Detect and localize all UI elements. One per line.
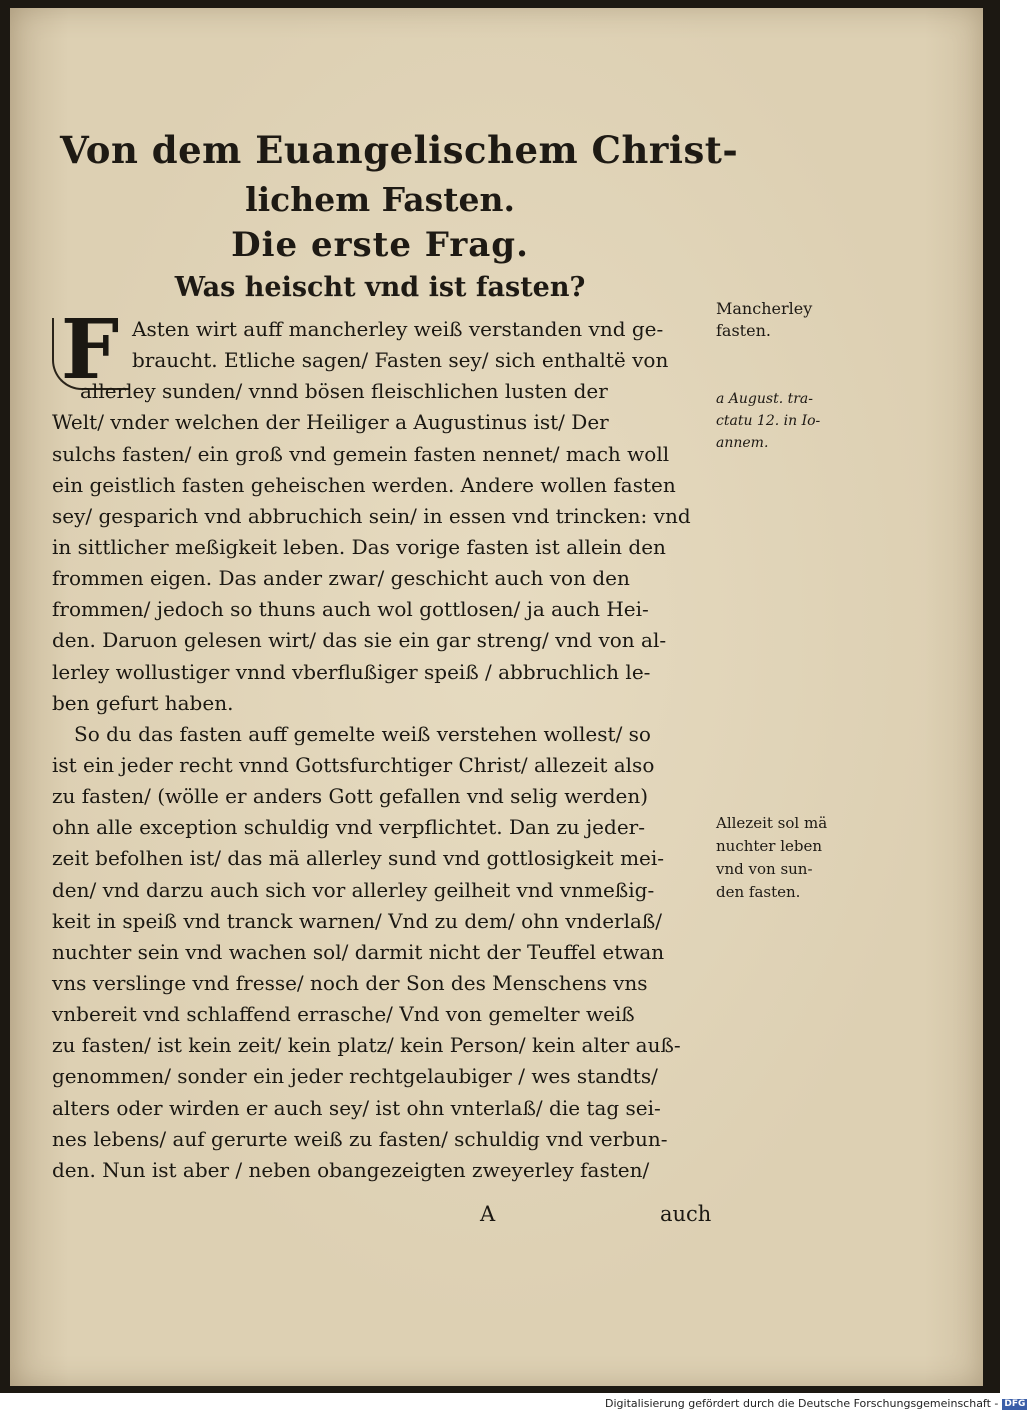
text-line: sulchs fasten/ ein groß vnd gemein fasten nennet/ mach woll [52, 441, 670, 466]
margin-note-augustinus [716, 388, 876, 454]
margin-note-line: Allezeit sol mä [716, 814, 828, 832]
heading-line-1: Von dem Euangelischem Christ- [60, 128, 739, 172]
text-line: lerley wollustiger vnnd vberflußiger speiß / abbruchlich le- [52, 659, 651, 684]
text-line: sey/ gesparich vnd abbruchich sein/ in essen vnd trincken: vnd [52, 503, 691, 528]
dfg-logo: DFG [1004, 1398, 1026, 1409]
question-heading: Die erste Frag. [231, 225, 529, 265]
text-line: frommen/ jedoch so thuns auch wol gottlosen/ ja auch Hei- [52, 597, 649, 622]
text-line: allerley sunden/ vnnd bösen fleischlichen lusten der [80, 379, 608, 404]
text-line: zu fasten/ (wölle er anders Gott gefallen vnd selig werden) [52, 784, 649, 809]
text-line: den. Daruon gelesen wirt/ das sie ein gar streng/ vnd von al- [52, 628, 667, 653]
margin-note-allezeit [716, 812, 876, 904]
text-line: alters oder wirden er auch sey/ ist ohn vnterlaß/ die tag sei- [52, 1095, 661, 1120]
margin-note-line: den fasten. [716, 883, 801, 901]
funding-footer [605, 1397, 1027, 1410]
text-line: keit in speiß vnd tranck warnen/ Vnd zu dem/ ohn vnderlaß/ [52, 908, 663, 933]
text-line: genommen/ sonder ein jeder rechtgelaubiger / wes standts/ [52, 1064, 658, 1089]
margin-note-line: ctatu 12. in Io- [716, 413, 821, 429]
margin-note-line: annem. [716, 435, 769, 451]
text-line: zeit befolhen ist/ das mä allerley sund vnd gottlosigkeit mei- [52, 846, 665, 871]
margin-note-line: nuchter leben [716, 837, 823, 855]
margin-note-line: a August. tra- [716, 391, 814, 407]
heading-line-2: lichem Fasten. [245, 180, 515, 219]
margin-note-line: fasten. [716, 321, 771, 340]
footer-text: Digitalisierung gefördert durch die Deutsche Forschungsgemeinschaft - [605, 1397, 999, 1410]
text-line: ist ein jeder recht vnnd Gottsfurchtiger Christ/ allezeit also [52, 752, 655, 777]
text-line: ben gefurt haben. [52, 690, 234, 715]
text-line: den. Nun ist aber / neben obangezeigten zweyerley fasten/ [52, 1157, 650, 1182]
text-line: nes lebens/ auf gerurte weiß zu fasten/ schuldig vnd verbun- [52, 1126, 668, 1151]
body-text [52, 314, 724, 1186]
text-line: zu fasten/ ist kein zeit/ kein platz/ kein Person/ kein alter auß- [52, 1033, 681, 1058]
text-line: nuchter sein vnd wachen sol/ darmit nicht der Teuffel etwan [52, 939, 665, 964]
text-line: vnbereit vnd schlaffend errasche/ Vnd von gemelter weiß [52, 1002, 635, 1027]
text-line: braucht. Etliche sagen/ Fasten sey/ sich enthaltë von [132, 348, 669, 373]
text-line: Welt/ vnder welchen der Heiliger a Augustinus ist/ Der [52, 410, 609, 435]
text-line: frommen eigen. Das ander zwar/ geschicht auch von den [52, 566, 630, 591]
margin-note-mancherley [716, 298, 876, 342]
signature-mark: A [480, 1202, 496, 1226]
margin-note-line: Mancherley [716, 299, 813, 318]
dropcap-initial: F [60, 302, 120, 398]
text-line: in sittlicher meßigkeit leben. Das vorige fasten ist allein den [52, 534, 666, 559]
margin-note-line: vnd von sun- [716, 860, 813, 878]
text-line: vns verslinge vnd fresse/ noch der Son des Menschens vns [52, 970, 648, 995]
text-line: ohn alle exception schuldig vnd verpflichtet. Dan zu jeder- [52, 815, 645, 840]
text-line: ein geistlich fasten geheischen werden. Andere wollen fasten [52, 472, 676, 497]
catchword: auch [660, 1202, 712, 1226]
question-subheading: Was heischt vnd ist fasten? [174, 272, 586, 303]
text-line: Asten wirt auff mancherley weiß verstanden vnd ge- [132, 317, 664, 341]
text-line: den/ vnd darzu auch sich vor allerley geilheit vnd vnmeßig- [52, 877, 655, 902]
text-line: So du das fasten auff gemelte weiß verstehen wollest/ so [74, 721, 651, 746]
